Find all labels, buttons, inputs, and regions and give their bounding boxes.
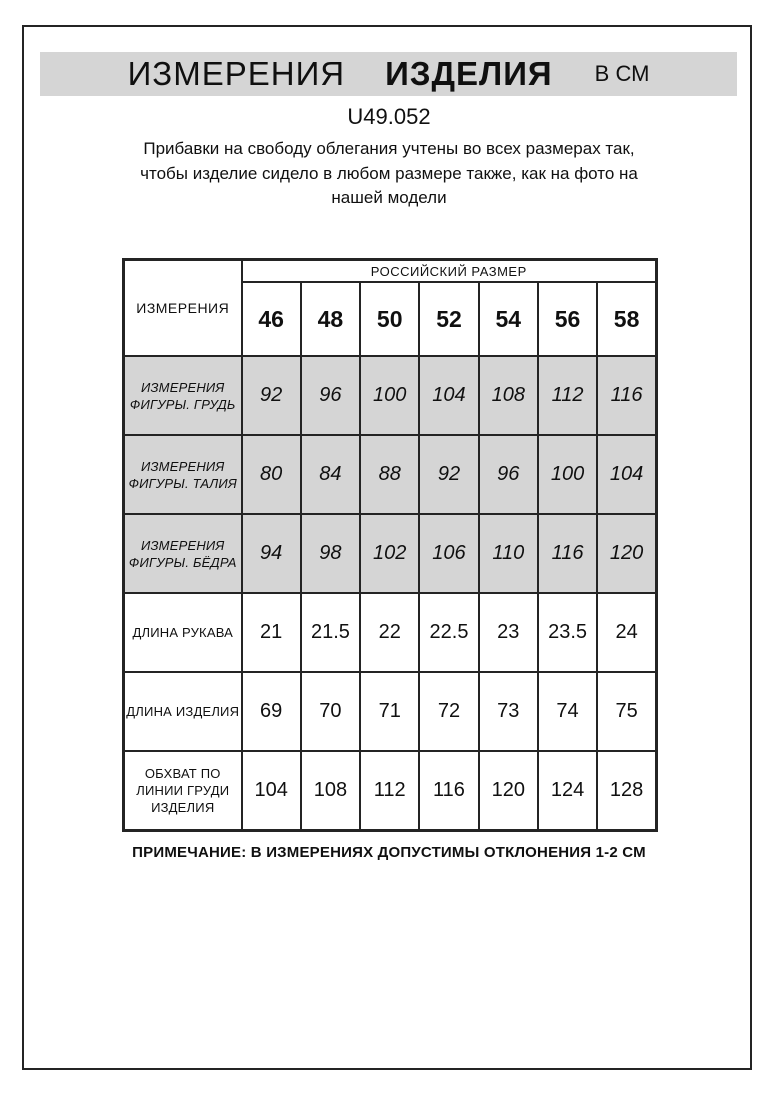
size-column-header: 48 xyxy=(301,282,360,356)
measurement-value: 92 xyxy=(242,356,301,435)
fit-description xyxy=(0,137,778,211)
size-column-header: 56 xyxy=(538,282,597,356)
measurements-corner-header: ИЗМЕРЕНИЯ xyxy=(124,260,242,357)
description-line: чтобы изделие сидело в любом размере также, как на фото на xyxy=(140,163,638,183)
measurement-value: 23 xyxy=(479,593,538,672)
row-label-line: ФИГУРЫ. БЁДРА xyxy=(128,554,237,570)
measurement-value: 22.5 xyxy=(419,593,478,672)
measurement-value: 98 xyxy=(301,514,360,593)
tolerance-note: ПРИМЕЧАНИЕ: В ИЗМЕРЕНИЯХ ДОПУСТИМЫ ОТКЛОНЕНИЯ 1-2 СМ xyxy=(132,844,646,861)
measurement-value: 23.5 xyxy=(538,593,597,672)
measurement-value: 120 xyxy=(597,514,656,593)
russian-size-header: РОССИЙСКИЙ РАЗМЕР xyxy=(242,260,657,283)
measurement-value: 116 xyxy=(597,356,656,435)
measurement-value: 24 xyxy=(597,593,656,672)
row-label xyxy=(124,672,242,751)
measurement-value: 92 xyxy=(419,435,478,514)
size-column-header: 52 xyxy=(419,282,478,356)
size-column-header: 46 xyxy=(242,282,301,356)
measurement-value: 102 xyxy=(360,514,419,593)
description-line: Прибавки на свободу облегания учтены во всех размерах так, xyxy=(143,139,635,158)
table-row xyxy=(124,593,657,672)
table-row xyxy=(124,514,657,593)
row-label-line: ЛИНИИ ГРУДИ xyxy=(136,782,230,798)
row-label-line: ИЗМЕРЕНИЯ xyxy=(141,537,225,553)
row-label xyxy=(124,751,242,830)
size-table xyxy=(122,258,658,832)
row-label xyxy=(124,356,242,435)
measurement-value: 70 xyxy=(301,672,360,751)
measurement-value: 72 xyxy=(419,672,478,751)
measurement-value: 100 xyxy=(538,435,597,514)
table-row xyxy=(124,435,657,514)
row-label-line: ОБХВАТ ПО xyxy=(144,765,221,781)
measurement-value: 110 xyxy=(479,514,538,593)
measurement-value: 84 xyxy=(301,435,360,514)
measurement-value: 108 xyxy=(301,751,360,830)
title-bar xyxy=(40,52,737,96)
description-line: нашей модели xyxy=(331,188,447,207)
measurement-value: 120 xyxy=(479,751,538,830)
measurement-value: 94 xyxy=(242,514,301,593)
row-label xyxy=(124,435,242,514)
measurement-value: 96 xyxy=(301,356,360,435)
measurement-value: 88 xyxy=(360,435,419,514)
title-product: ИЗДЕЛИЯ xyxy=(385,55,553,92)
row-label-line: ФИГУРЫ. ТАЛИЯ xyxy=(128,475,237,491)
measurement-value: 104 xyxy=(597,435,656,514)
measurement-value: 100 xyxy=(360,356,419,435)
table-row xyxy=(124,672,657,751)
measurement-value: 80 xyxy=(242,435,301,514)
measurement-value: 112 xyxy=(360,751,419,830)
row-label-line: ДЛИНА РУКАВА xyxy=(132,625,234,640)
measurement-value: 104 xyxy=(419,356,478,435)
measurement-value: 73 xyxy=(479,672,538,751)
measurement-value: 21 xyxy=(242,593,301,672)
measurement-value: 22 xyxy=(360,593,419,672)
row-label-line: ФИГУРЫ. ГРУДЬ xyxy=(129,396,236,412)
row-label xyxy=(124,593,242,672)
title-measurements: ИЗМЕРЕНИЯ xyxy=(127,55,346,92)
measurement-value: 116 xyxy=(419,751,478,830)
title-unit-cm: В СМ xyxy=(594,61,650,86)
measurement-value: 21.5 xyxy=(301,593,360,672)
group-header-row xyxy=(124,260,657,283)
size-column-header: 50 xyxy=(360,282,419,356)
measurement-value: 112 xyxy=(538,356,597,435)
row-label xyxy=(124,514,242,593)
size-column-header: 54 xyxy=(479,282,538,356)
row-label-line: ДЛИНА ИЗДЕЛИЯ xyxy=(126,704,240,719)
measurement-value: 96 xyxy=(479,435,538,514)
row-label-line: ИЗМЕРЕНИЯ xyxy=(141,379,225,395)
measurement-value: 104 xyxy=(242,751,301,830)
measurement-value: 116 xyxy=(538,514,597,593)
row-label-line: ИЗДЕЛИЯ xyxy=(151,799,215,815)
article-code: U49.052 xyxy=(347,104,431,129)
measurement-value: 128 xyxy=(597,751,656,830)
measurement-value: 106 xyxy=(419,514,478,593)
measurement-value: 71 xyxy=(360,672,419,751)
table-row xyxy=(124,356,657,435)
size-column-header: 58 xyxy=(597,282,656,356)
measurement-value: 69 xyxy=(242,672,301,751)
table-row xyxy=(124,751,657,830)
measurement-value: 75 xyxy=(597,672,656,751)
row-label-line: ИЗМЕРЕНИЯ xyxy=(141,458,225,474)
measurement-value: 74 xyxy=(538,672,597,751)
measurement-value: 124 xyxy=(538,751,597,830)
measurement-value: 108 xyxy=(479,356,538,435)
